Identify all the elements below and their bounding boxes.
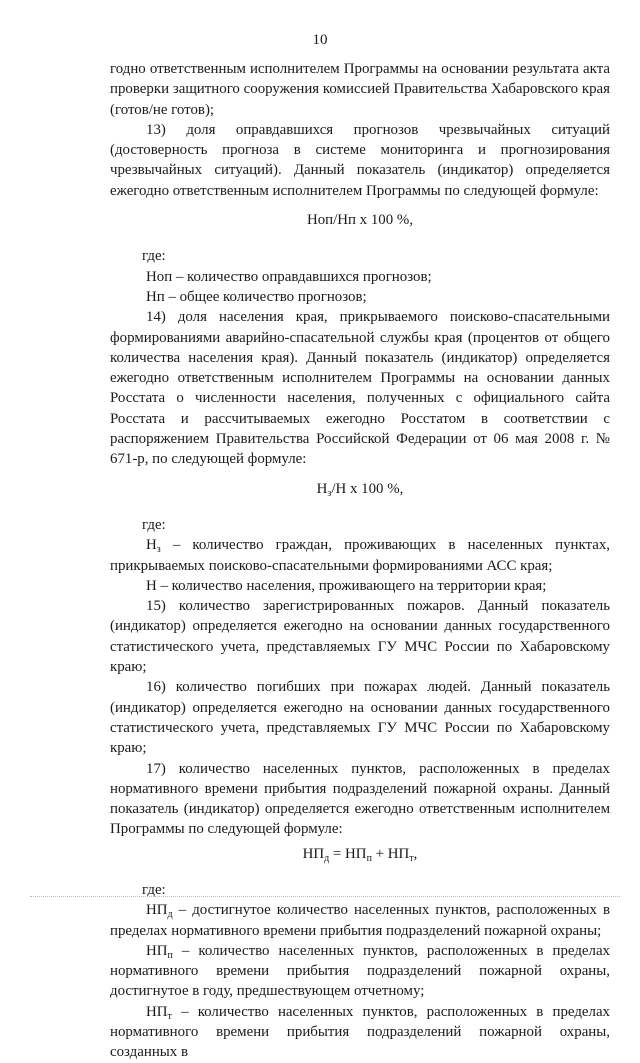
where-label: где: xyxy=(142,881,166,898)
where-label: где: xyxy=(142,248,166,265)
paragraph-item-15: 15) количество зарегистрированных пожаров. Данный показатель (индикатор) определяется ежегодно на основании данных государственного статистического учета, представляемых ГУ МЧС России по Хабаровскому краю; xyxy=(110,598,610,676)
page-number: 10 xyxy=(312,32,328,48)
definition-n: Н – количество населения, проживающего на территории края; xyxy=(146,577,547,594)
formula-settlements: $НП_д = НП_п + НП_т$, xyxy=(302,845,418,864)
where-label: где: xyxy=(142,516,166,533)
formula-population-share: $Н_з/Н$ х 100 %, xyxy=(316,480,404,499)
document-body xyxy=(110,59,610,1063)
definition-nz: $Н_з$ – количество граждан, проживающих в населенных пунктах, прикрываемых поисково-спасательными формированиями АСС края; xyxy=(110,537,610,574)
paragraph-item-13: 13) доля оправдавшихся прогнозов чрезвычайных ситуаций (достоверность прогноза в системе мониторинга и прогнозирования чрезвычайных ситуаций). Данный показатель (индикатор) определяется ежегодно ответственным исполнителем Программы по следующей формуле: xyxy=(110,121,610,199)
paragraph-item-16: 16) количество погибших при пожарах людей. Данный показатель (индикатор) определяется ежегодно на основании данных государственного статистического учета, представляемых ГУ МЧС России по Хабаровскому краю; xyxy=(110,679,610,757)
paragraph-item-17: 17) количество населенных пунктов, расположенных в пределах нормативного времени прибытия подразделений пожарной охраны. Данный показатель (индикатор) определяется ежегодно ответственным исполнителем Программы по следующей формуле: xyxy=(110,760,610,838)
scan-artifact-line xyxy=(30,896,620,897)
definition-npd: $НП_д$ – достигнутое количество населенных пунктов, расположенных в пределах нормативного времени прибытия подразделений пожарной охраны; xyxy=(110,902,610,939)
formula-forecast-share: Ноп/Нп х 100 %, xyxy=(306,212,414,229)
definition-np: Нп – общее количество прогнозов; xyxy=(146,288,367,305)
definition-npt: $НП_т$ – количество населенных пунктов, расположенных в пределах нормативного времени прибытия подразделений пожарной охраны, созданных в xyxy=(110,1003,610,1061)
definition-npp: $НП_п$ – количество населенных пунктов, расположенных в пределах нормативного времени прибытия подразделений пожарной охраны, достигнутое в году, предшествующем отчетному; xyxy=(110,942,610,1000)
paragraph-item-14: 14) доля населения края, прикрываемого поисково-спасательными формированиями аварийно-спасательной службы края (процентов от общего количества населения края). Данный показатель (индикатор) определяется ежегодно ответственным исполнителем Программы на основании данных Росстата о численности населения, полученных с официального сайта Росстата и рассчитываемых ежегодно Росстатом в соответствии с распоряжением Правительства Российской Федерации от 06 мая 2008 г. № 671-р, по следующей формуле: xyxy=(110,309,610,468)
definition-nop: Ноп – количество оправдавшихся прогнозов; xyxy=(146,268,432,285)
paragraph-continuation: годно ответственным исполнителем Программы на основании результата акта проверки защитного сооружения комиссией Правительства Хабаровского края (готов/не готов); xyxy=(110,61,610,118)
